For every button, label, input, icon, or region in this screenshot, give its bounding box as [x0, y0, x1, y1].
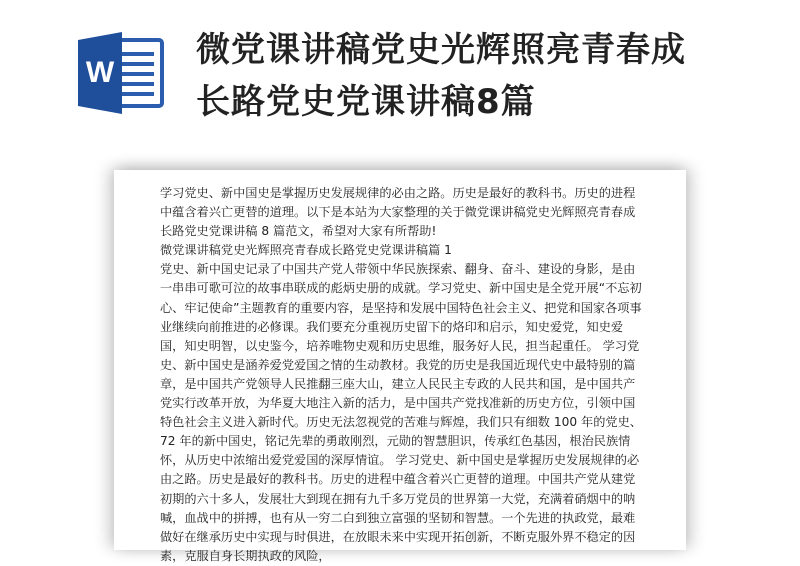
- document-preview: [114, 170, 686, 563]
- intro-paragraph: 学习党史、新中国史是掌握历史发展规律的必由之路。历史是最好的教科书。历史的进程中蕴含着兴亡更替的道理。以下是本站为大家整理的关于微党课讲稿党史光辉照亮青春成长路党史党课讲稿 8 篇范文，希望对大家有所帮助!: [160, 186, 636, 239]
- body-paragraph: 党史、新中国史记录了中国共产党人带领中华民族探索、翻身、奋斗、建设的身影，是由一串串可歌可泣的故事串联成的彪炳史册的成就。学习党史、新中国史是全党开展“不忘初心、牢记使命”主题教育的重要内容，是坚持和发展中国特色社会主义、把党和国家各项事业继续向前推进的必修课。我们要充分重视历史留下的烙印和启示，知史爱党，知史爱国，知史明智，以史鉴今，培养唯物史观和历史思维，服务好人民，担当起重任。 学习党史、新中国史是涵养爱党爱国之情的生动教材。我党的历史是我国近现代史中最特别的篇章，是中国共产党领导人民推翻三座大山，建立人民民主专政的人民共和国，是中国共产党实行改革开放，为华夏大地注入新的活力，是中国共产党找准新的历史方位，引领中国特色社会主义进入新时代。历史无法忽视党的苦难与辉煌，我们只有细数 100 年的党史、72 年的新中国史，铭记先辈的勇敢刚烈，元勋的智慧胆识，传承红色基因，根治民族情怀，从历史中浓缩出爱党爱国的深厚情谊。 学习党史、新中国史是掌握历史发展规律的必由之路。历史是最好的教科书。历史的进程中蕴含着兴亡更替的道理。中国共产党从建党初期的六十多人，发展壮大到现在拥有九千多万党员的世界第一大党，充满着硝烟中的呐喊，血战中的拼搏，也有从一穷二白到独立富强的坚韧和智慧。一个先进的执政党，最难做好在继承历史中实现与时俱进，在放眼未来中实现开拓创新，不断克服外界不稳定的因素，克服自身长期执政的风险，: [160, 262, 642, 563]
- title-line-2: 长路党史党课讲稿8篇: [196, 82, 536, 122]
- page-title: [196, 24, 776, 128]
- section-title: 微党课讲稿党史光辉照亮青春成长路党史党课讲稿篇 1: [160, 243, 452, 258]
- document-text: [160, 184, 644, 566]
- title-line-1: 微党课讲稿党史光辉照亮青春成: [196, 30, 686, 70]
- header: [0, 0, 800, 150]
- svg-text:W: W: [85, 56, 115, 89]
- word-document-icon: [76, 32, 168, 114]
